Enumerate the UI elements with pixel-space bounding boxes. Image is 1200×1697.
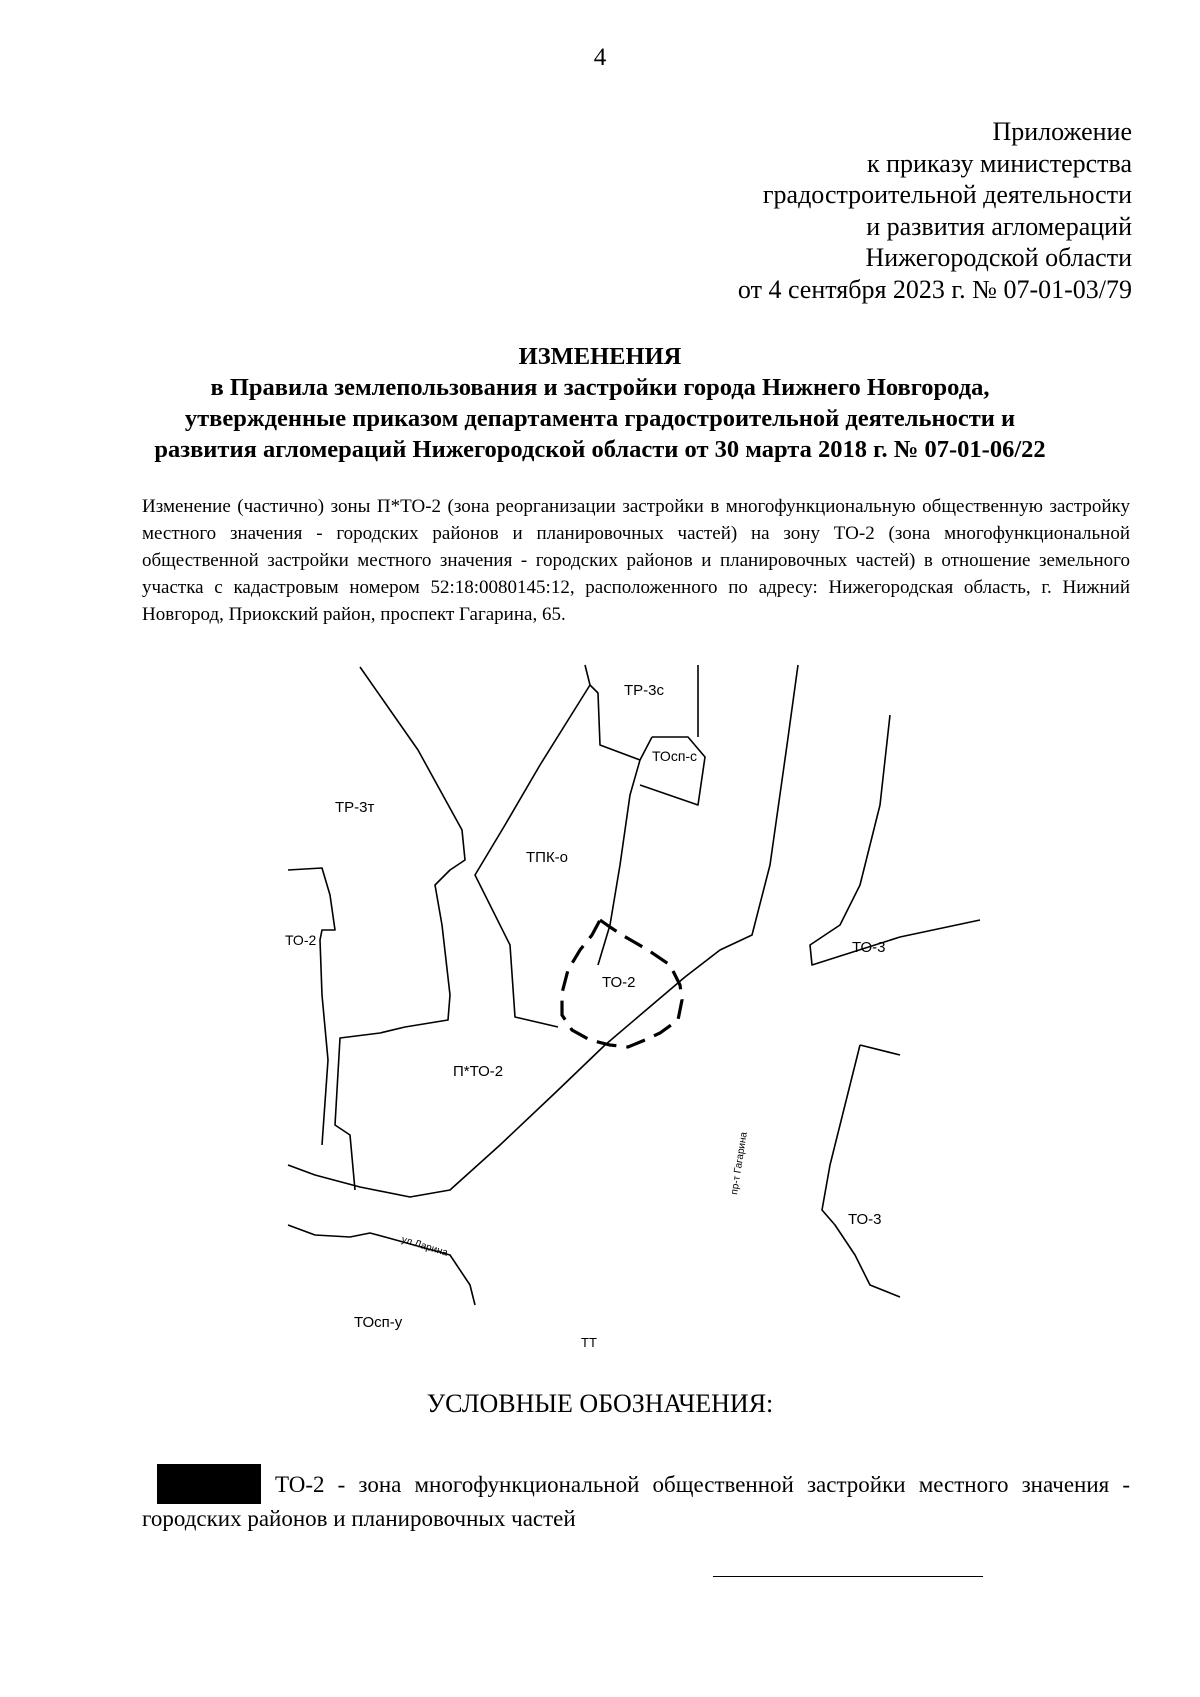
boundary-to3-lower-top bbox=[860, 1045, 900, 1055]
legend-item bbox=[142, 1464, 1130, 1534]
title-line: утвержденные приказом департамента градостроительной деятельности и bbox=[184, 405, 1016, 432]
zone-label-to3-upper: ТО-3 bbox=[852, 939, 886, 956]
zone-label-to2-plot: ТО-2 bbox=[602, 974, 636, 991]
document-title bbox=[0, 341, 1200, 465]
zone-label-to2-left: ТО-2 bbox=[285, 932, 317, 948]
zone-label-tosp-u: ТОсп-у bbox=[354, 1314, 403, 1331]
zone-label-tosp-s: ТОсп-с bbox=[652, 748, 698, 764]
appendix-line: от 4 сентября 2023 г. № 07-01-03/79 bbox=[737, 274, 1132, 304]
signature-line bbox=[713, 1576, 983, 1577]
boundary-gagarina-west bbox=[288, 665, 798, 1197]
title-line: развития агломераций Нижегородской области от 30 марта 2018 г. № 07-01-06/22 bbox=[154, 436, 1046, 463]
appendix-header bbox=[738, 116, 1132, 305]
boundary-larina-south bbox=[288, 1225, 475, 1305]
legend-item-text: ТО-2 - зона многофункциональной общественной застройки местного значения - городских районов и планировочных частей bbox=[142, 1472, 1130, 1531]
title-line: в Правила землепользования и застройки города Нижнего Новгорода, bbox=[210, 374, 990, 401]
zone-label-pto2: П*ТО-2 bbox=[453, 1063, 504, 1080]
zone-label-to3-lower: ТО-3 bbox=[848, 1211, 882, 1228]
boundary-to2-left bbox=[288, 868, 335, 1145]
page-number: 4 bbox=[593, 44, 607, 71]
boundary-to3-upper bbox=[810, 715, 980, 965]
zone-label-tr3s: ТР-3с bbox=[624, 682, 665, 699]
zoning-map bbox=[285, 665, 980, 1355]
legend-heading: УСЛОВНЫЕ ОБОЗНАЧЕНИЯ: bbox=[426, 1389, 774, 1418]
appendix-line: и развития агломераций bbox=[866, 211, 1132, 241]
boundary-tr3s-left bbox=[585, 665, 640, 760]
street-label-larina: ул.Ларина bbox=[400, 1234, 450, 1259]
title-heading: ИЗМЕНЕНИЯ bbox=[518, 343, 682, 370]
boundary-tpk-o-right bbox=[598, 737, 652, 965]
zone-label-tpk-o: ТПК-о bbox=[526, 849, 569, 866]
zone-label-tt: ТТ bbox=[581, 1335, 597, 1350]
appendix-line: Нижегородской области bbox=[865, 243, 1132, 272]
boundary-to3-lower bbox=[822, 1045, 900, 1297]
boundary-tr3t-right bbox=[335, 667, 465, 1190]
appendix-line: градостроительной деятельности bbox=[762, 180, 1132, 209]
change-description: Изменение (частично) зоны П*ТО-2 (зона реорганизации застройки в многофункциональную общественную застройку местного значения - городских районов и планировочных частей) на зону ТО-2 (зона многофункциональной общественной застройки местного значения - городских районов и планировочных частей) в отношение земельного участка с кадастровым номером 52:18:0080145:12, расположенного по адресу: Нижегородская область, г. Нижний Новгород, Приокский район, проспект Гагарина, 65. bbox=[142, 496, 1130, 625]
street-label-gagarina: пр-т Гагарина bbox=[729, 1131, 750, 1196]
appendix-line: к приказу министерства bbox=[867, 148, 1132, 178]
appendix-line: Приложение bbox=[992, 117, 1132, 146]
legend-swatch-to2 bbox=[157, 1464, 261, 1504]
zone-label-tr3t: ТР-3т bbox=[335, 799, 375, 816]
